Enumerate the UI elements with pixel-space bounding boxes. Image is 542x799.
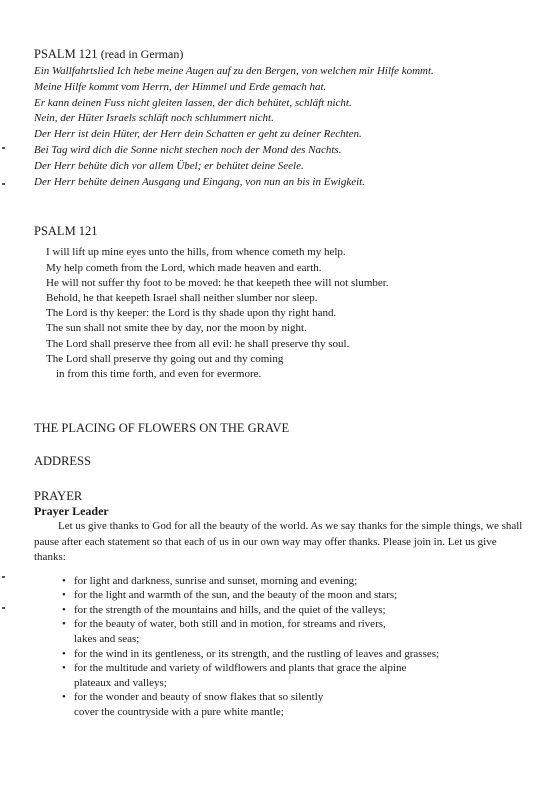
psalm-english-section <box>34 223 524 382</box>
verse-line: I will lift up mine eyes unto the hills, from whence cometh my help. <box>46 246 346 259</box>
psalm-german-heading <box>34 46 524 62</box>
psalm-english-lines <box>46 245 524 382</box>
verse-line: Der Herr behüte dich vor allem Übel; er behütet deine Seele. <box>34 159 304 172</box>
list-item <box>62 661 514 690</box>
verse-line: The Lord is thy keeper: the Lord is thy shade upon thy right hand. <box>46 307 337 320</box>
address-heading: ADDRESS <box>34 454 91 469</box>
bullet-icon: • <box>62 618 66 631</box>
psalm-german-title: PSALM 121 <box>34 47 98 61</box>
verse-line: Bei Tag wird dich die Sonne nicht stechen noch der Mond des Nachts. <box>34 143 342 156</box>
verse-line: Er kann deinen Fuss nicht gleiten lassen, der dich behütet, schläft nicht. <box>34 96 352 109</box>
margin-mark <box>2 607 5 609</box>
prayer-intro: Let us give thanks to God for all the beauty of the world. As we say thanks for the simple things, we shall pause after each statement so that each of us in our own way may offer thanks. Please join in. Let us give thanks: <box>34 520 523 564</box>
list-item-text-continued: plateaux and valleys; <box>74 676 167 689</box>
verse-line: My help cometh from the Lord, which made heaven and earth. <box>46 261 322 274</box>
prayer-heading: PRAYER <box>34 489 83 504</box>
bullet-icon: • <box>62 691 66 704</box>
list-item <box>62 574 514 589</box>
list-item <box>62 647 514 662</box>
list-item-text-continued: cover the countryside with a pure white mantle; <box>74 706 284 719</box>
margin-mark <box>2 183 5 185</box>
thanks-list <box>34 574 524 720</box>
flowers-heading: THE PLACING OF FLOWERS ON THE GRAVE <box>34 421 290 436</box>
verse-line: The Lord shall preserve thy going out and thy coming <box>46 352 284 365</box>
margin-mark <box>2 576 5 578</box>
verse-line: Der Herr ist dein Hüter, der Herr dein Schatten er geht zu deiner Rechten. <box>34 128 362 141</box>
list-item-text: for the wind in its gentleness, or its strength, and the rustling of leaves and grasses; <box>74 647 440 660</box>
verse-line: Nein, der Hüter Israels schläft noch schlummert nicht. <box>34 112 274 125</box>
margin-mark <box>2 147 5 149</box>
verse-line: Der Herr behüte deinen Ausgang und Eingang, von nun an bis in Ewigkeit. <box>34 175 365 188</box>
bullet-icon: • <box>62 662 66 675</box>
list-item-text: for light and darkness, sunrise and sunset, morning and evening; <box>74 574 358 587</box>
list-item-text: for the multitude and variety of wildflowers and plants that grace the alpine <box>74 662 407 675</box>
verse-line: Ein Wallfahrtslied Ich hebe meine Augen auf zu den Bergen, von welchen mir Hilfe kommt. <box>34 65 434 77</box>
list-item <box>62 603 514 618</box>
psalm-german-section <box>34 46 524 190</box>
verse-line: Meine Hilfe kommt vom Herrn, der Himmel und Erde gemach hat. <box>34 80 327 93</box>
verse-line: Behold, he that keepeth Israel shall neither slumber nor sleep. <box>46 291 318 304</box>
verse-line: He will not suffer thy foot to be moved: he that keepeth thee will not slumber. <box>46 276 389 289</box>
prayer-section <box>34 488 524 719</box>
bullet-icon: • <box>62 574 66 587</box>
page-content <box>34 46 524 720</box>
psalm-english-heading: PSALM 121 <box>34 224 98 239</box>
psalm-german-lines <box>34 64 524 190</box>
psalm-german-subtitle: (read in German) <box>100 47 184 61</box>
bullet-icon: • <box>62 647 66 660</box>
list-item-text: for the beauty of water, both still and in motion, for streams and rivers, <box>74 618 386 631</box>
list-item-text: for the wonder and beauty of snow flakes that so silently <box>74 691 324 704</box>
list-item <box>62 690 514 719</box>
list-item <box>62 617 514 646</box>
list-item-text: for the strength of the mountains and hills, and the quiet of the valleys; <box>74 603 386 616</box>
verse-line: in from this time forth, and even for evermore. <box>56 368 262 380</box>
verse-line: The sun shall not smite thee by day, nor the moon by night. <box>46 322 307 335</box>
bullet-icon: • <box>62 603 66 616</box>
verse-line: The Lord shall preserve thee from all evil: he shall preserve thy soul. <box>46 337 350 350</box>
bullet-icon: • <box>62 589 66 602</box>
prayer-leader-label: Prayer Leader <box>34 504 109 519</box>
list-item-text-continued: lakes and seas; <box>74 633 140 646</box>
list-item <box>62 588 514 603</box>
list-item-text: for the light and warmth of the sun, and the beauty of the moon and stars; <box>74 589 398 602</box>
